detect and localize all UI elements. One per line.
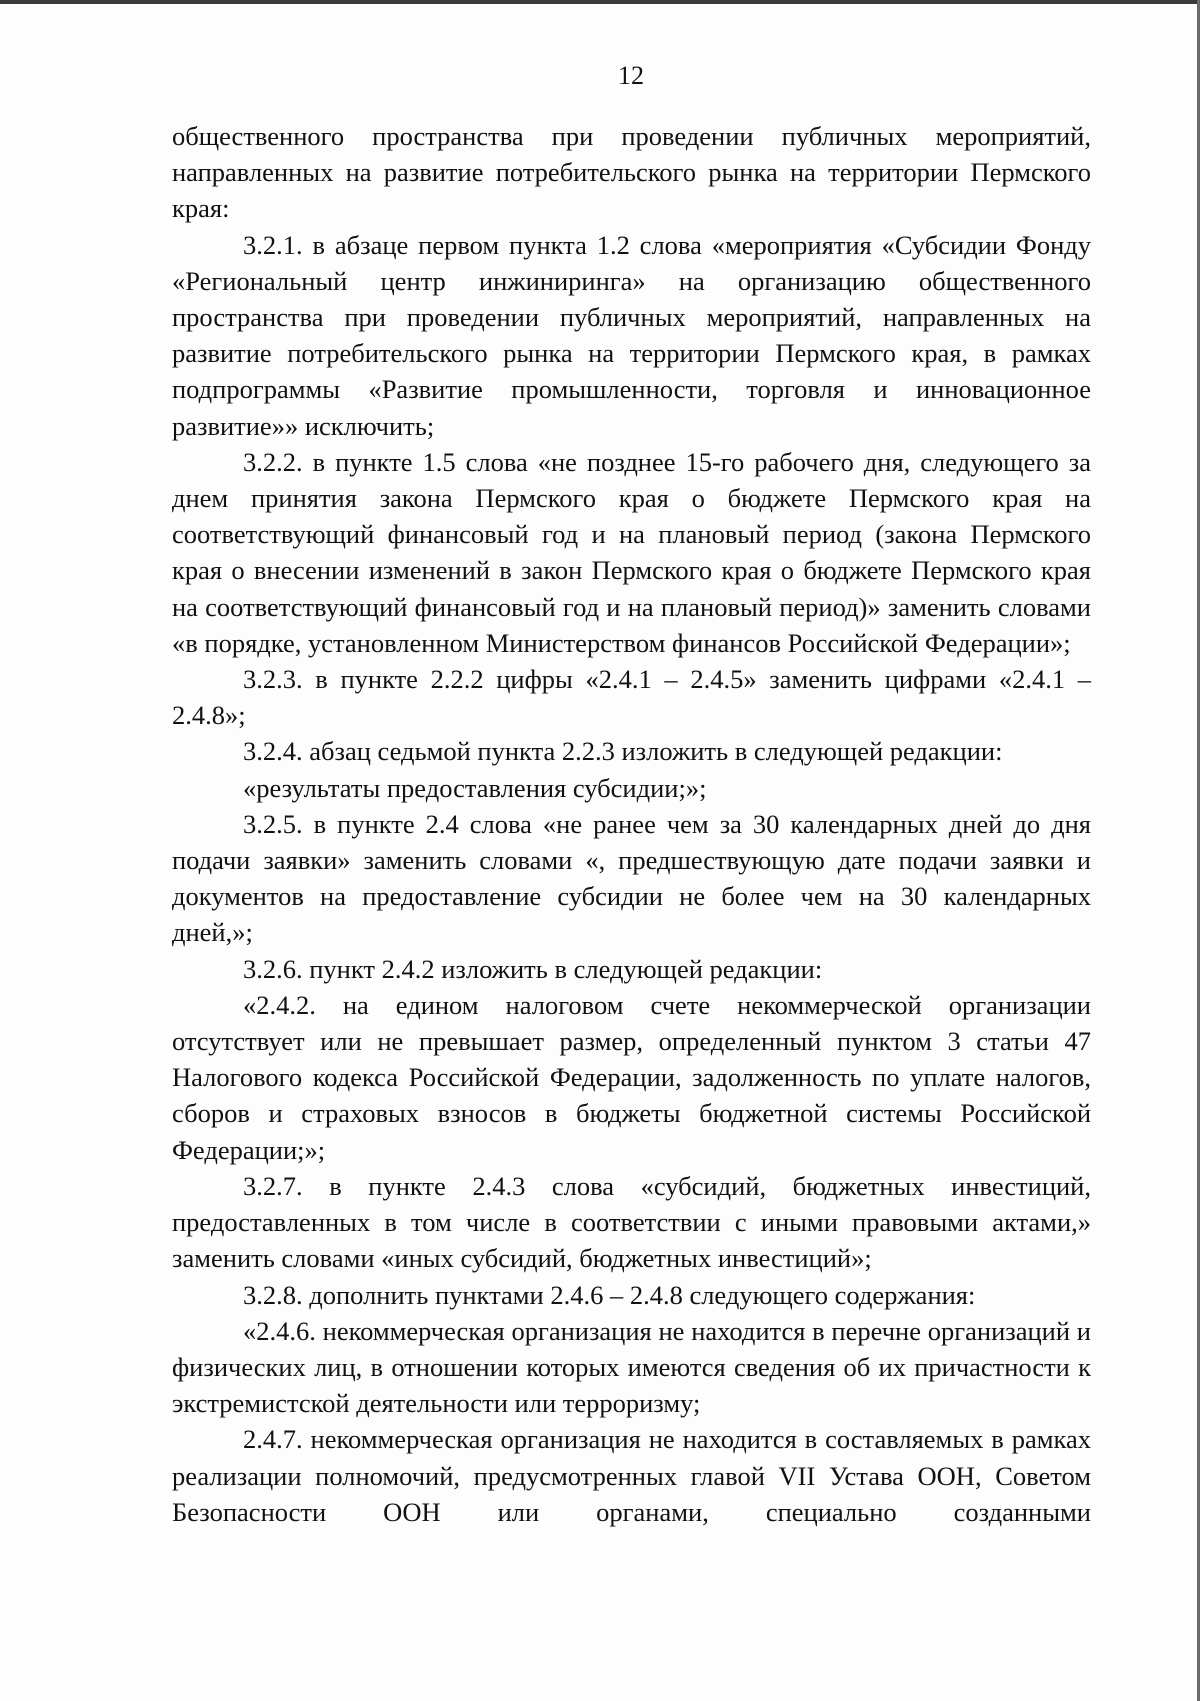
paragraph: 3.2.6. пункт 2.4.2 изложить в следующей редакции: — [243, 953, 823, 984]
paragraph: «2.4.2. на едином налоговом счете некоммерческой организации отсутствует или не превышает размер, определенный пунктом 3 статьи 47 Налогового кодекса Российской Федерации, задолженность по уплате налогов, сборов и страховых взносов в бюджеты бюджетной системы Российской Федерации;»; — [172, 989, 1091, 1165]
paragraph: 3.2.5. в пункте 2.4 слова «не ранее чем за 30 календарных дней до дня подачи заявки» заменить словами «, предшествующую дате подачи заявки и документов на предоставление субсидии не более чем на 30 календарных дней,»; — [172, 808, 1091, 948]
page-number: 12 — [618, 61, 644, 90]
scan-edge-top — [0, 0, 1200, 4]
paragraph: 3.2.2. в пункте 1.5 слова «не позднее 15-го рабочего дня, следующего за днем принятия закона Пермского края о бюджете Пермского края на соответствующий финансовый год и на плановый период (закона Пермского края о внесении изменений в закон Пермского края о бюджете Пермского края на соответствующий финансовый год и на плановый период)» заменить словами «в порядке, установленном Министерством финансов Российской Федерации»; — [172, 446, 1091, 658]
paragraph: 3.2.7. в пункте 2.4.3 слова «субсидий, бюджетных инвестиций, предоставленных в том числе в соответствии с иными правовыми актами,» заменить словами «иных субсидий, бюджетных инвестиций»; — [172, 1170, 1091, 1274]
document-body — [172, 118, 1091, 1530]
paragraph: общественного пространства при проведении публичных мероприятий, направленных на развитие потребительского рынка на территории Пермского края: — [172, 121, 1091, 224]
paragraph: «результаты предоставления субсидии;»; — [243, 772, 707, 803]
paragraph: 3.2.8. дополнить пунктами 2.4.6 – 2.4.8 следующего содержания: — [243, 1279, 976, 1310]
paragraph: «2.4.6. некоммерческая организация не находится в перечне организаций и физических лиц, в отношении которых имеются сведения об их причастности к экстремистской деятельности или терроризму; — [172, 1315, 1091, 1419]
paragraph: 3.2.4. абзац седьмой пункта 2.2.3 изложить в следующей редакции: — [243, 736, 1003, 767]
paragraph: 3.2.1. в абзаце первом пункта 1.2 слова «мероприятия «Субсидии Фонду «Региональный центр инжиниринга» на организацию общественного пространства при проведении публичных мероприятий, направленных на развитие потребительского рынка на территории Пермского края, в рамках подпрограммы «Развитие промышленности, торговля и инновационное развитие»» исключить; — [172, 229, 1091, 441]
paragraph: 3.2.3. в пункте 2.2.2 цифры «2.4.1 – 2.4.5» заменить цифрами «2.4.1 – 2.4.8»; — [172, 664, 1091, 731]
paragraph: 2.4.7. некоммерческая организация не находится в составляемых в рамках реализации полномочий, предусмотренных главой VII Устава ООН, Советом Безопасности ООН или органами, специально созданными — [172, 1424, 1091, 1527]
